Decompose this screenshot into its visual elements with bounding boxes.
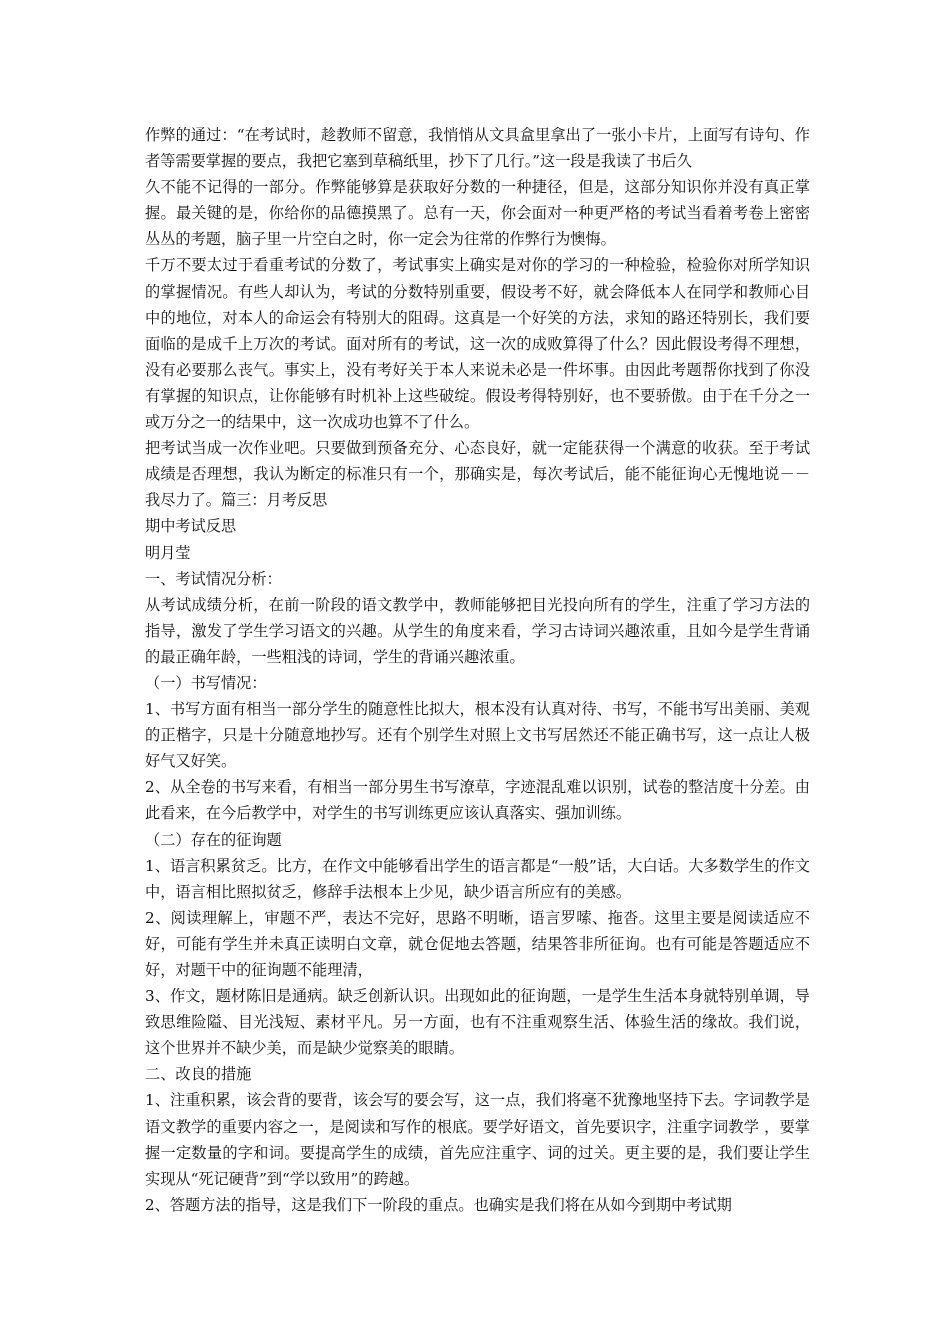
paragraph-cheating-quote: 作弊的通过：“在考试时，趁教师不留意，我悄悄从文具盒里拿出了一张小卡片，上面写有诗句、作者等需要掌握的要点，我把它塞到草稿纸里，抄下了几行。”这一段是我读了书后久 <box>145 126 810 171</box>
list-item-problem-3: 3、作文，题材陈旧是通病。缺乏创新认识。出现如此的征询题，一是学生生活本身就特别单调，导致思维险隘、目光浅短、素材平凡。另一方面，也有不注重观察生活、体验生活的缘故。我们说，这个世界并不缺少美，而是缺少觉察美的眼睛。 <box>145 987 810 1058</box>
heading-exam-analysis: 一、考试情况分析： <box>145 569 282 588</box>
list-item-measure-1: 1、注重积累，该会背的要背，该会写的要会写，这一点，我们将毫不犹豫地坚持下去。字词教学是语文教学的重要内容之一，是阅读和写作的根底。要学好语文，首先要识字，注重字词教学 ，要掌握一定数量的字和词。要提高学生的成绩，首先应注重字、词的过关。更主要的是，我们要让学生实现从“死记硬背”到“学以致用”的跨越。 <box>145 1091 810 1188</box>
paragraph-exam-scores: 千万不要太过于看重考试的分数了，考试事实上确实是对你的学习的一种检验，检验你对所学知识的掌握情况。有些人却认为，考试的分数特别重要，假设考不好，就会降低本人在同学和教师心目中的地位，对本人的命运会有特别大的阻碍。这真是一个好笑的方法，求知的路还特别长，我们要面临的是成千上万次的考试。面对所有的考试，这一次的成败算得了什么？因此假设考得不理想，没有必要那么丧气。事实上，没有考好关于本人来说未必是一件坏事。由因此考题帮你找到了你没有掌握的知识点，让你能够有时机补上这些破绽。假设考得特别好，也不要骄傲。由于在千分之一或万分之一的结果中，这一次成功也算不了什么。 <box>145 256 810 432</box>
list-item-writing-1: 1、书写方面有相当一部分学生的随意性比拟大，根本没有认真对待、书写，不能书写出美丽、美观的正楷字，只是十分随意地抄写。还有个别学生对照上文书写居然还不能正确书写，这一点让人极好气又好笑。 <box>145 700 810 771</box>
document-page <box>145 122 810 1218</box>
paragraph-score-analysis: 从考试成绩分析，在前一阶段的语文教学中，教师能够把目光投向所有的学生，注重了学习方法的指导，激发了学生学习语文的兴趣。从学生的角度来看，学习古诗词兴趣浓重，且如今是学生背诵的最正确年龄，一些粗浅的诗词，学生的背诵兴趣浓重。 <box>145 595 810 666</box>
paragraph-cheating-consequence: 久不能不记得的一部分。作弊能够算是获取好分数的一种捷径，但是，这部分知识你并没有真正掌握。最关键的是，你给你的品德摸黑了。总有一天，你会面对一种更严格的考试当看着考卷上密密丛丛的考题，脑子里一片空白之时，你一定会为往常的作弊行为懊悔。 <box>145 178 810 249</box>
heading-improvement-measures: 二、改良的措施 <box>145 1065 252 1084</box>
list-item-measure-2: 2、答题方法的指导，这是我们下一阶段的重点。也确实是我们将在从如今到期中考试期 <box>145 1195 732 1214</box>
author-name: 明月莹 <box>145 543 191 562</box>
list-item-problem-1: 1、语言积累贫乏。比方，在作文中能够看出学生的语言都是“一般”话，大白话。大多数学生的作文中，语言相比照拟贫乏，修辞手法根本上少见，缺少语言所应有的美感。 <box>145 856 810 901</box>
section-title: 期中考试反思 <box>145 517 237 536</box>
heading-writing-situation: （一）书写情况： <box>145 673 267 692</box>
paragraph-exam-as-homework: 把考试当成一次作业吧。只要做到预备充分、心态良好，就一定能获得一个满意的收获。至于考试成绩是否理想，我认为断定的标准只有一个，那确实是，每次考试后，能不能征询心无愧地说－－我尽力了。篇三：月考反思 <box>145 439 810 510</box>
list-item-writing-2: 2、从全卷的书写来看，有相当一部分男生书写潦草，字迹混乱难以识别，试卷的整洁度十分差。由此看来，在今后教学中，对学生的书写训练更应该认真落实、强加训练。 <box>145 778 810 823</box>
list-item-problem-2: 2、阅读理解上，审题不严，表达不完好，思路不明晰，语言罗嗦、拖沓。这里主要是阅读适应不好，可能有学生并未真正读明白文章，就仓促地去答题，结果答非所征询。也有可能是答题适应不好，对题干中的征询题不能理清， <box>145 908 810 979</box>
heading-existing-problems: （二）存在的征询题 <box>145 830 282 849</box>
